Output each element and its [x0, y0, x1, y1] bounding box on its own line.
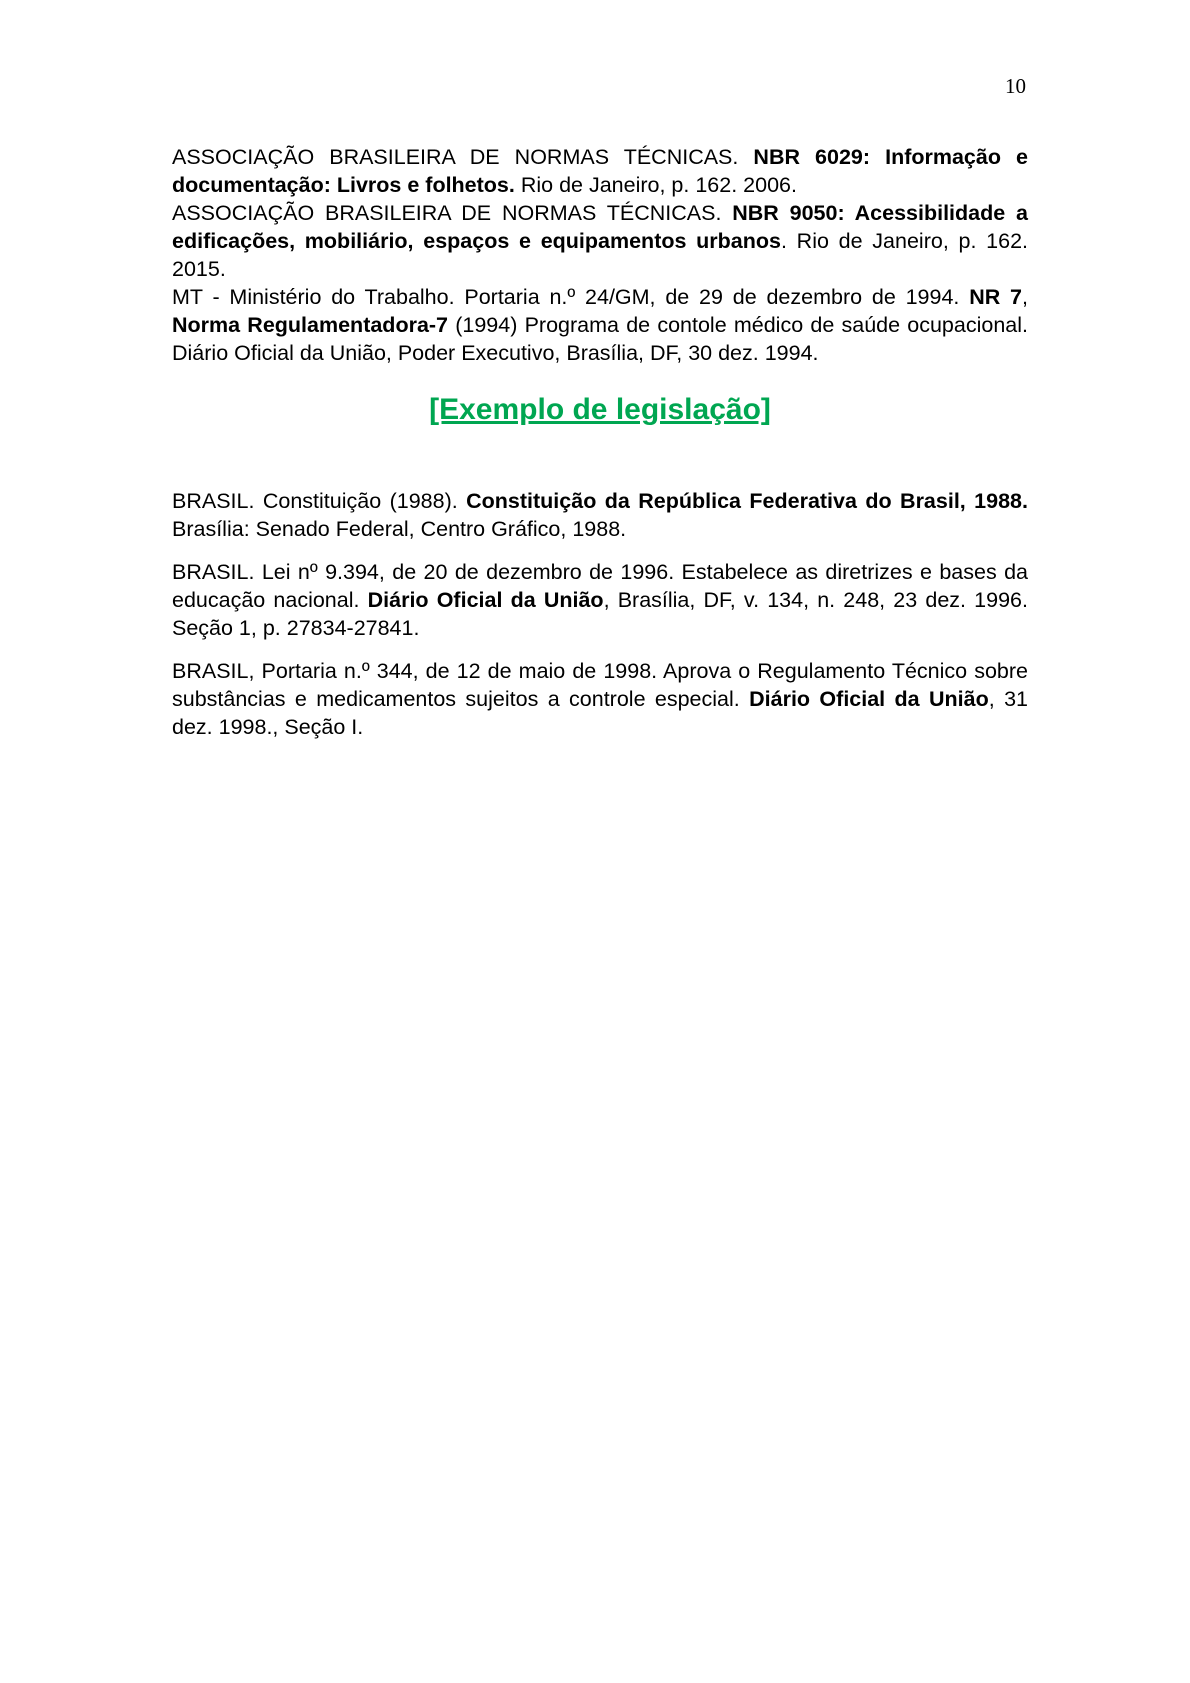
- reference-title: Constituição da República Federativa do Brasil, 1988.: [466, 489, 1028, 513]
- reference-entry: [172, 199, 1028, 283]
- reference-title: Norma Regulamentadora-7: [172, 313, 449, 337]
- reference-text: , Brasília, DF, v. 134, n. 248, 23 dez. 1996. Seção 1, p. 27834-27841.: [172, 588, 1028, 640]
- reference-text: BRASIL. Lei nº 9.394, de 20 de dezembro de 1996. Estabelece as diretrizes e bases da educação nacional.: [172, 560, 1028, 612]
- reference-title: NBR 9050: Acessibilidade a edificações, mobiliário, espaços e equipamentos urbanos: [172, 201, 1028, 253]
- reference-text: (1994) Programa de contole médico de saúde ocupacional. Diário Oficial da União, Poder Executivo, Brasília, DF, 30 dez. 1994.: [172, 313, 1028, 365]
- reference-entry: [172, 143, 1028, 199]
- reference-text: Rio de Janeiro, p. 162. 2006.: [514, 173, 797, 197]
- reference-entry: [172, 487, 1028, 543]
- reference-text: , 31 dez. 1998., Seção I.: [172, 687, 1028, 739]
- page-number: 10: [1005, 74, 1026, 98]
- reference-entry: [172, 558, 1028, 642]
- reference-list-legislation: [172, 487, 1028, 741]
- reference-text: Brasília: Senado Federal, Centro Gráfico, 1988.: [172, 517, 627, 541]
- reference-title: NBR 6029: Informação e documentação: Livros e folhetos.: [172, 145, 1028, 197]
- reference-title: Diário Oficial da União: [367, 588, 604, 612]
- reference-title: Diário Oficial da União: [749, 687, 989, 711]
- reference-entry: [172, 283, 1028, 367]
- reference-text: . Rio de Janeiro, p. 162. 2015.: [172, 229, 1029, 281]
- reference-text: MT - Ministério do Trabalho. Portaria n.º 24/GM, de 29 de dezembro de 1994.: [172, 285, 970, 309]
- reference-text: ASSOCIAÇÃO BRASILEIRA DE NORMAS TÉCNICAS.: [172, 145, 754, 169]
- reference-title: NR 7: [969, 285, 1023, 309]
- document-body: [172, 143, 1028, 756]
- section-title: [Exemplo de legislação]: [429, 393, 771, 426]
- reference-list-norms: [172, 143, 1028, 367]
- reference-text: BRASIL, Portaria n.º 344, de 12 de maio de 1998. Aprova o Regulamento Técnico sobre substâncias e medicamentos sujeitos a controle especial.: [172, 659, 1028, 711]
- reference-entry: [172, 657, 1028, 741]
- reference-text: ,: [1022, 285, 1028, 309]
- reference-text: BRASIL. Constituição (1988).: [172, 489, 467, 513]
- reference-text: ASSOCIAÇÃO BRASILEIRA DE NORMAS TÉCNICAS.: [172, 201, 733, 225]
